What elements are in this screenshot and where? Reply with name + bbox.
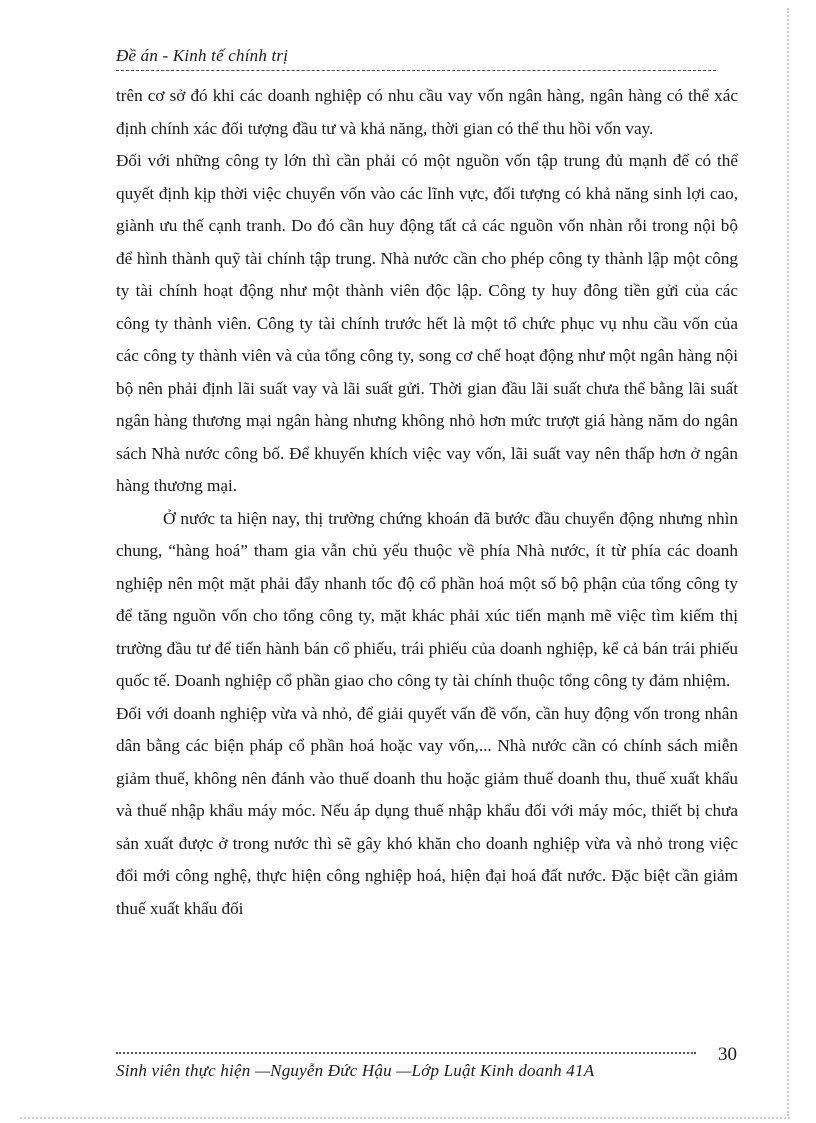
header-title: Đề án - Kinh tế chính trị: [116, 46, 289, 65]
paragraph-2: Đối với những công ty lớn thì cần phải có một nguồn vốn tập trung đủ mạnh để có thể quyết định kịp thời việc chuyển vốn vào các lĩnh vực, đối tượng có khả năng sinh lợi cao, giành ưu thế cạnh tranh. Do đó cần huy động tất cả các nguồn vốn nhàn rỗi trong nội bộ để hình thành quỹ tài chính tập trung. Nhà nước cần cho phép công ty thành lập một công ty tài chính hoạt động như một thành viên độc lập. Công ty huy đông tiền gửi của các công ty thành viên. Công ty tài chính trước hết là một tổ chức phục vụ nhu cầu vốn của các công ty thành viên và của tổng công ty, song cơ chế hoạt động như một ngân hàng nội bộ nên phải định lãi suất vay và lãi suất gửi. Thời gian đầu lãi suất chưa thể bằng lãi suất ngân hàng thương mại ngân hàng nhưng không nhỏ hơn mức trượt giá hàng năm do ngân sách Nhà nước công bố. Để khuyến khích việc vay vốn, lãi suất vay nên thấp hơn ở ngân hàng thương mại.: [116, 151, 738, 495]
document-body: [116, 80, 738, 925]
paragraph-4: Đối với doanh nghiệp vừa và nhỏ, để giải quyết vấn đề vốn, cần huy động vốn trong nhân dân bằng các biện pháp cổ phần hoá hoặc vay vốn,... Nhà nước cần có chính sách miễn giảm thuế, không nên đánh vào thuế doanh thu hoặc giảm thuế doanh thu, thuế xuất khẩu và thuế nhập khẩu máy móc. Nếu áp dụng thuế nhập khẩu đối với máy móc, thiết bị chưa sản xuất được ở trong nước thì sẽ gây khó khăn cho doanh nghiệp vừa và nhỏ trong việc đổi mới công nghệ, thực hiện công nghiệp hoá, hiện đại hoá đất nước. Đặc biệt cần giảm thuế xuất khẩu đối: [116, 703, 738, 918]
page-border-right: [787, 8, 789, 1116]
footer-author-line: Sinh viên thực hiện —Nguyễn Đức Hậu —Lớp Luật Kinh doanh 41A: [116, 1061, 595, 1080]
paragraph-1: trên cơ sở đó khi các doanh nghiệp có nhu cầu vay vốn ngân hàng, ngân hàng có thể xác định chính xác đối tượng đầu tư và khả năng, thời gian có thể thu hồi vốn vay.: [116, 86, 738, 138]
page-border-bottom: [20, 1117, 790, 1119]
page-number: 30: [718, 1044, 737, 1065]
footer-divider: [116, 1052, 696, 1054]
header-divider: [116, 70, 716, 71]
paragraph-3: Ở nước ta hiện nay, thị trường chứng khoán đã bước đầu chuyển động nhưng nhìn chung, “hàng hoá” tham gia vẫn chủ yếu thuộc về phía Nhà nước, ít từ phía các doanh nghiệp nên một mặt phải đẩy nhanh tốc độ cổ phần hoá một số bộ phận của tổng công ty để tăng nguồn vốn cho tổng công ty, mặt khác phải xúc tiến mạnh mẽ việc tìm kiếm thị trường đầu tư để tiến hành bán cổ phiếu, trái phiếu của doanh nghiệp, kể cả bán trái phiếu quốc tế. Doanh nghiệp cổ phần giao cho công ty tài chính thuộc tổng công ty đảm nhiệm.: [116, 508, 738, 690]
